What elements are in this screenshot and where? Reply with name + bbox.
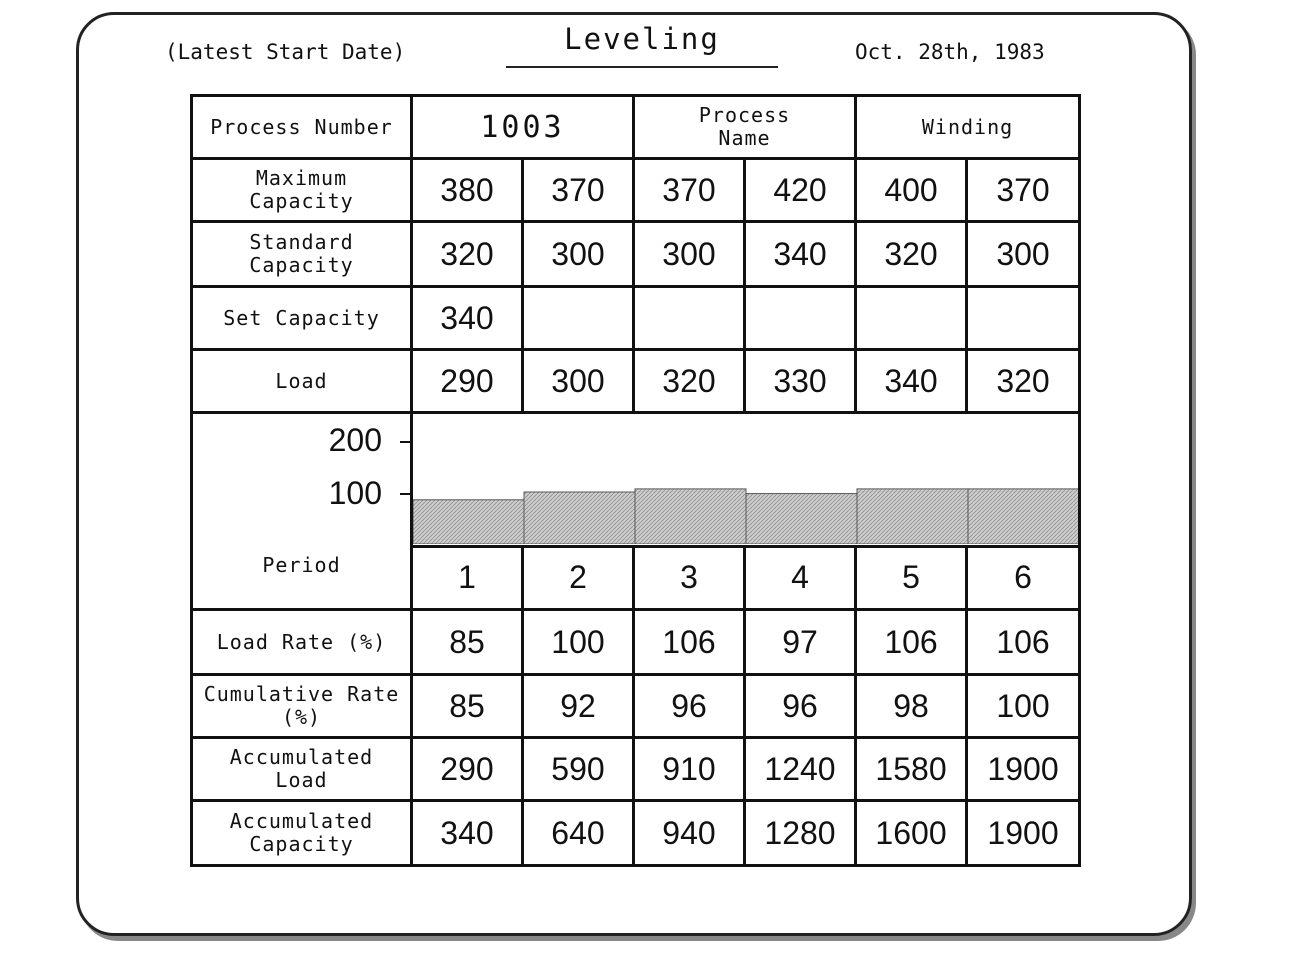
load-rate-bar (413, 500, 524, 544)
accumulated-capacity-cell: 1600 (856, 801, 967, 866)
ytick-label: 100 (328, 475, 382, 511)
set-capacity-label: Set Capacity (192, 287, 412, 350)
load-cell: 320 (967, 350, 1080, 413)
max-capacity-cell: 400 (856, 159, 967, 222)
set-capacity-cell: 340 (412, 287, 523, 350)
load-cell: 320 (634, 350, 745, 413)
load-rate-cell: 100 (523, 610, 634, 675)
load-rate-cell: 97 (745, 610, 856, 675)
period-cell: 1 (412, 546, 523, 609)
load-rate-chart (413, 414, 1079, 544)
ytick-mark (400, 493, 410, 495)
standard-capacity-cell: 340 (745, 222, 856, 287)
accumulated-load-row (192, 738, 1080, 801)
accumulated-load-cell: 1240 (745, 738, 856, 801)
load-row (192, 350, 1080, 413)
set-capacity-cell (634, 287, 745, 350)
process-number-label: Process Number (192, 96, 412, 159)
max-capacity-row (192, 159, 1080, 222)
period-cell: 3 (634, 546, 745, 609)
period-cell: 5 (856, 546, 967, 609)
standard-capacity-row (192, 222, 1080, 287)
max-capacity-cell: 370 (634, 159, 745, 222)
set-capacity-cell (856, 287, 967, 350)
chart-axis-cell (192, 413, 412, 610)
accumulated-load-cell: 1900 (967, 738, 1080, 801)
accumulated-capacity-cell: 1280 (745, 801, 856, 866)
cumulative-rate-cell: 85 (412, 675, 523, 738)
period-cell: 2 (523, 546, 634, 609)
cumulative-rate-cell: 100 (967, 675, 1080, 738)
accumulated-load-label: Accumulated Load (192, 738, 412, 801)
set-capacity-cell (745, 287, 856, 350)
accumulated-load-cell: 1580 (856, 738, 967, 801)
load-cell: 290 (412, 350, 523, 413)
chart-row (192, 413, 1080, 547)
load-rate-bar (857, 489, 968, 544)
load-rate-label: Load Rate (%) (192, 610, 412, 675)
accumulated-capacity-cell: 1900 (967, 801, 1080, 866)
period-cell: 4 (745, 546, 856, 609)
accumulated-load-cell: 590 (523, 738, 634, 801)
process-name-label: Process Name (634, 96, 856, 159)
cumulative-rate-cell: 92 (523, 675, 634, 738)
standard-capacity-cell: 300 (967, 222, 1080, 287)
load-cell: 300 (523, 350, 634, 413)
load-rate-cell: 85 (412, 610, 523, 675)
period-cell: 6 (967, 546, 1080, 609)
set-capacity-row (192, 287, 1080, 350)
latest-start-date-label: (Latest Start Date) (165, 40, 406, 64)
accumulated-capacity-cell: 940 (634, 801, 745, 866)
load-rate-cell: 106 (856, 610, 967, 675)
accumulated-capacity-cell: 340 (412, 801, 523, 866)
set-capacity-cell (967, 287, 1080, 350)
load-rate-bar (968, 489, 1079, 544)
max-capacity-label: Maximum Capacity (192, 159, 412, 222)
max-capacity-cell: 370 (967, 159, 1080, 222)
load-rate-bar (746, 494, 857, 544)
max-capacity-cell: 380 (412, 159, 523, 222)
report-date: Oct. 28th, 1983 (855, 40, 1045, 64)
load-rate-bar (635, 489, 746, 544)
standard-capacity-cell: 300 (634, 222, 745, 287)
load-chart-cell (412, 413, 1080, 547)
standard-capacity-cell: 320 (856, 222, 967, 287)
process-number-value: 1003 (412, 96, 634, 159)
cumulative-rate-label: Cumulative Rate (%) (192, 675, 412, 738)
accumulated-load-cell: 290 (412, 738, 523, 801)
standard-capacity-label: Standard Capacity (192, 222, 412, 287)
cumulative-rate-row (192, 675, 1080, 738)
load-label: Load (192, 350, 412, 413)
leveling-table (190, 94, 1081, 867)
ytick-mark (400, 441, 410, 443)
cumulative-rate-cell: 96 (634, 675, 745, 738)
accumulated-capacity-row (192, 801, 1080, 866)
process-name-value: Winding (856, 96, 1080, 159)
period-label: Period (262, 553, 341, 577)
load-cell: 330 (745, 350, 856, 413)
load-rate-cell: 106 (634, 610, 745, 675)
max-capacity-cell: 370 (523, 159, 634, 222)
cumulative-rate-cell: 98 (856, 675, 967, 738)
cumulative-rate-cell: 96 (745, 675, 856, 738)
page-title: Leveling (506, 22, 778, 68)
standard-capacity-cell: 300 (523, 222, 634, 287)
max-capacity-cell: 420 (745, 159, 856, 222)
standard-capacity-cell: 320 (412, 222, 523, 287)
load-cell: 340 (856, 350, 967, 413)
accumulated-capacity-cell: 640 (523, 801, 634, 866)
accumulated-capacity-label: Accumulated Capacity (192, 801, 412, 866)
ytick-label: 200 (328, 422, 382, 458)
load-rate-bar (524, 492, 635, 544)
accumulated-load-cell: 910 (634, 738, 745, 801)
load-rate-cell: 106 (967, 610, 1080, 675)
load-rate-row (192, 610, 1080, 675)
set-capacity-cell (523, 287, 634, 350)
process-row (192, 96, 1080, 159)
